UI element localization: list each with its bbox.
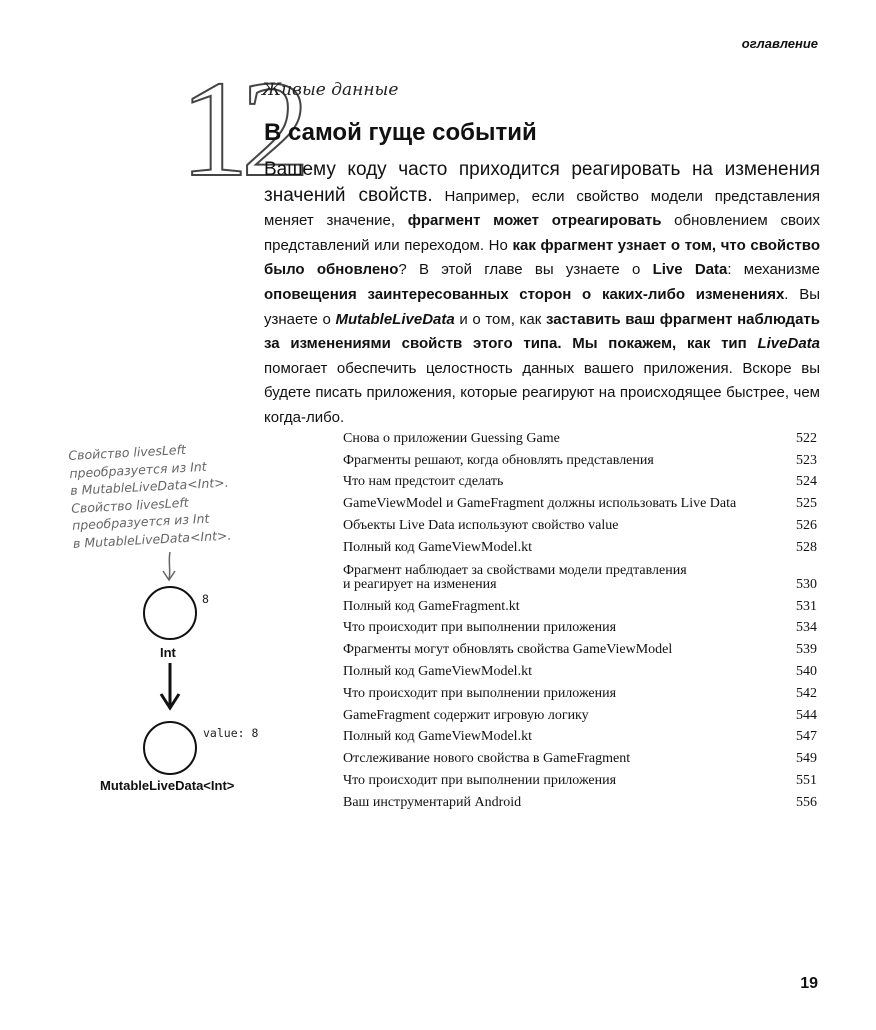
toc-entry-title: Отслеживание нового свойства в GameFragment [343, 751, 631, 767]
toc-entry-page: 525 [796, 496, 817, 512]
intro-bold: заставить ваш фрагмент наблюдать за изменениями свойств этого типа. Мы покажем, как тип [264, 310, 820, 353]
toc-entry-title: Что нам предстоит сделать [343, 474, 504, 490]
toc-entry-title: Объекты Live Data используют свойство value [343, 517, 619, 533]
toc-entry-page: 556 [796, 794, 817, 810]
mutablelivedata-label: MutableLiveData<Int> [100, 778, 235, 793]
chapter-title: В самой гуще событий [264, 119, 537, 146]
intro-lead: Вашему коду часто приходится реагировать на изменения значений свойств. [264, 159, 820, 206]
mutablelivedata-value: value: 8 [203, 726, 259, 740]
intro-bold: фрагмент может отреагировать [407, 212, 662, 230]
annotation-arrow [169, 552, 170, 580]
annotation-line: преобразуется из Int [68, 458, 207, 481]
annotation-line: в MutableLiveData<Int>. [69, 474, 229, 499]
toc-entry-title: Снова о приложении Guessing Game [343, 430, 560, 446]
toc-entry-page: 542 [796, 685, 817, 701]
intro-bold: как фрагмент узнает о том, что свойство было обновлено [264, 236, 820, 279]
toc-entry-page: 530 [796, 576, 817, 592]
toc-entry-page: 540 [796, 663, 817, 679]
toc-entry-title: Полный код GameViewModel.kt [343, 539, 532, 555]
toc-entry-title: Что происходит при выполнении приложения [343, 772, 617, 788]
toc-entry-page: 544 [796, 707, 817, 723]
chapter-kicker: Живые данные [262, 80, 399, 100]
int-object-circle [143, 586, 197, 640]
intro-text: : механизме [727, 261, 820, 279]
toc-entry-page: 523 [796, 452, 817, 468]
toc-entry-title: Фрагменты могут обновлять свойства GameViewModel [343, 642, 673, 658]
toc-entry-title: Что происходит при выполнении приложения [343, 685, 617, 701]
toc-entry-page: 531 [796, 598, 817, 614]
intro-text: Например, если свойство модели представления меняет значение, [264, 187, 820, 230]
intro-bold: Live Data [652, 261, 728, 279]
intro-text: и о том, как [454, 310, 546, 328]
toc-entry-title: Полный код GameViewModel.kt [343, 729, 532, 745]
toc-entry-title: GameFragment содержит игровую логику [343, 707, 589, 723]
annotation-line: преобразуется из Int [71, 511, 210, 534]
intro-text: обновлением своих представлений или переходом. Но [264, 212, 820, 254]
toc-entry-title: Ваш инструментарий Android [343, 794, 522, 810]
toc-entry-page: 551 [796, 772, 817, 788]
toc-entry-page: 534 [796, 620, 817, 636]
toc-entry-page: 528 [796, 539, 817, 555]
toc-entry-page: 549 [796, 751, 817, 767]
toc-entry-title: Полный код GameViewModel.kt [343, 663, 532, 679]
toc-entry-title: Фрагменты решают, когда обновлять представления [343, 452, 654, 468]
intro-text: . Вы узнаете о [264, 285, 820, 328]
chapter-number: 12 [180, 52, 302, 205]
toc-entry-page: 526 [796, 517, 817, 533]
toc-entry-page: 522 [796, 430, 817, 446]
toc-entry-page: 524 [796, 474, 817, 490]
section-header: оглавление [741, 36, 818, 51]
annotation-line: Свойство livesLeft [68, 441, 187, 463]
intro-bold-italic: MutableLiveData [335, 310, 455, 328]
toc-entry-title: Полный код GameFragment.kt [343, 598, 520, 614]
int-label: Int [160, 645, 176, 660]
annotation-line: Свойство livesLeft [70, 494, 189, 516]
annotation-line: в MutableLiveData<Int>. [72, 527, 232, 551]
toc-entry-title-line: и реагирует на изменения [343, 576, 497, 592]
intro-text: помогает обеспечить целостность данных вашего приложения. Вскоре вы будете писать приложения, которые реагируют на происходящее быстрее, чем когда-либо. [264, 359, 820, 426]
intro-bold-italic: LiveData [757, 335, 820, 353]
intro-bold: оповещения заинтересованных сторон о каких-либо изменениях [264, 285, 785, 303]
intro-text: ? В этой главе вы узнаете о [398, 261, 653, 279]
page-number: 19 [800, 975, 818, 992]
mutablelivedata-object-circle [143, 721, 197, 775]
toc-entry-title: Что происходит при выполнении приложения [343, 620, 617, 636]
int-value: 8 [202, 592, 209, 606]
toc-entry-page: 539 [796, 642, 817, 658]
toc-entry-page: 547 [796, 729, 817, 745]
toc-entry-title-line: Фрагмент наблюдает за свойствами модели предтавления [343, 562, 687, 578]
toc-entry-title: GameViewModel и GameFragment должны использовать Live Data [343, 496, 737, 512]
